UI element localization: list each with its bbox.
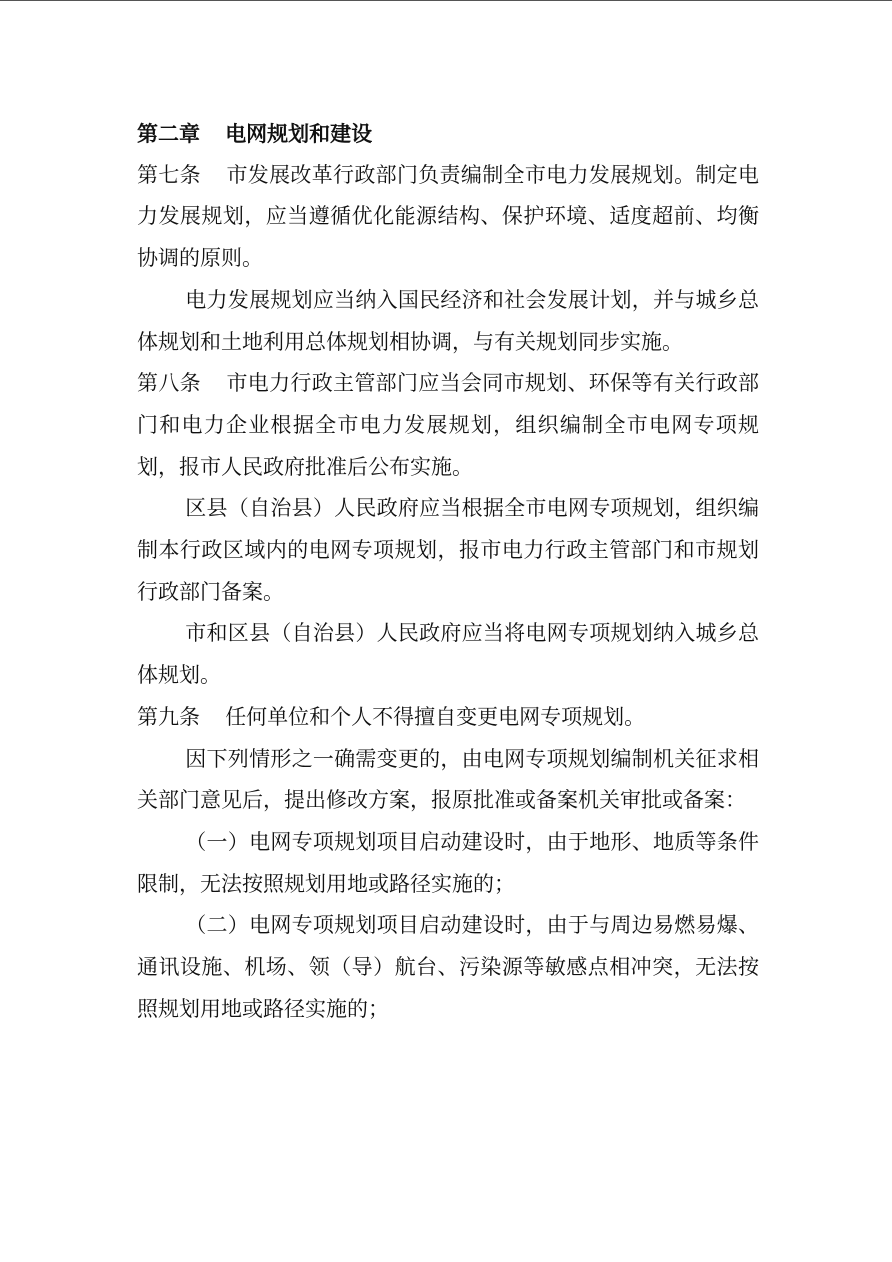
article-8-text: 市电力行政主管部门应当会同市规划、环保等有关行政部门和电力企业根据全市电力发展规划，组织编制全市电网专项规划，报市人民政府批准后公布实施。 [137,371,760,479]
article-9-item-1: （一）电网专项规划项目启动建设时，由于地形、地质等条件限制，无法按照规划用地或路径实施的； [137,829,759,896]
article-8-label: 第八条 [137,371,201,396]
document-body [137,113,759,1030]
article-8-paragraph-3: 市和区县（自治县）人民政府应当将电网专项规划纳入城乡总体规划。 [137,621,759,688]
chapter-heading [137,113,759,155]
article-9 [137,697,759,739]
article-7 [137,155,759,280]
article-9-text: 任何单位和个人不得擅自变更电网专项规划。 [225,704,646,729]
article-8 [137,363,759,488]
article-9-label: 第九条 [137,704,200,729]
article-9-item-2: （二）电网专项规划项目启动建设时，由于与周边易燃易爆、通讯设施、机场、领（导）航台、污染源等敏感点相冲突，无法按照规划用地或路径实施的； [137,913,759,1021]
chapter-title: 电网规划和建设 [225,121,373,146]
article-7-label: 第七条 [137,162,201,187]
article-9-paragraph-2: 因下列情形之一确需变更的，由电网专项规划编制机关征求相关部门意见后，提出修改方案，报原批准或备案机关审批或备案： [137,746,759,813]
article-7-paragraph-2: 电力发展规划应当纳入国民经济和社会发展计划，并与城乡总体规划和土地利用总体规划相协调，与有关规划同步实施。 [137,287,759,354]
article-8-paragraph-2: 区县（自治县）人民政府应当根据全市电网专项规划，组织编制本行政区域内的电网专项规划，报市电力行政主管部门和市规划行政部门备案。 [137,496,759,604]
article-7-text: 市发展改革行政部门负责编制全市电力发展规划。制定电力发展规划，应当遵循优化能源结构、保护环境、适度超前、均衡协调的原则。 [137,162,760,271]
chapter-label: 第二章 [137,121,200,146]
